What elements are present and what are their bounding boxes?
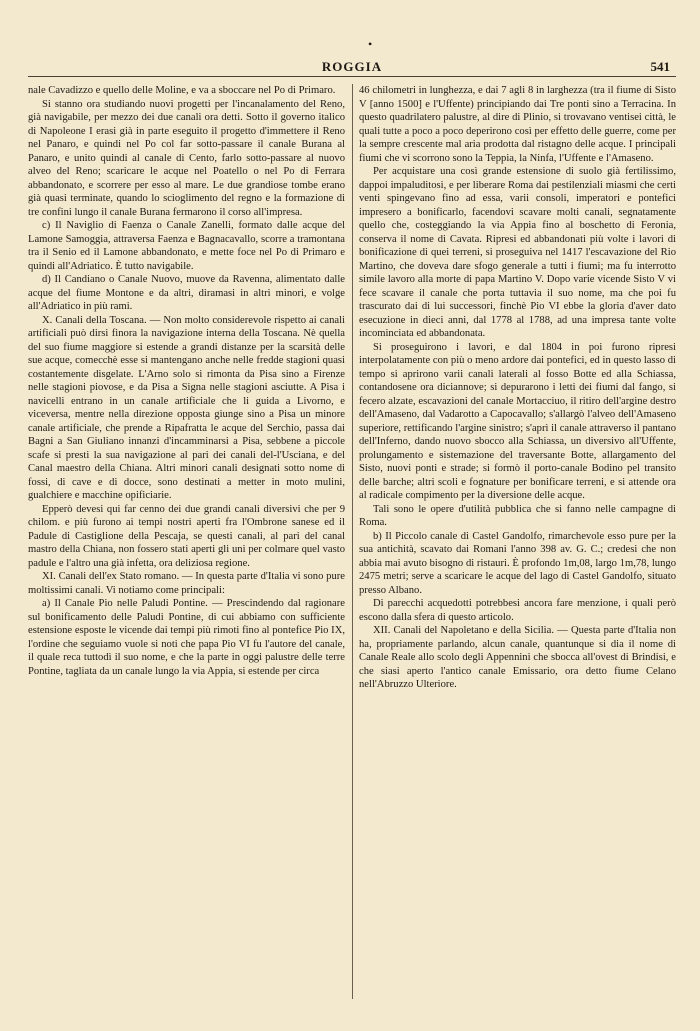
paragraph: 46 chilometri in lunghezza, e dai 7 agli 8 in larghezza (tra il fiume di Sisto V [anno 1500] e l'Uffente) principiando dai Tre ponti sino a Terracina. In questo quadrilatero palustre, al dire di Plinio, si trovavano ventisei città, le quali tutte a poco a poco deperirono così per effetto delle guerre, come per la sempre crescente mal aria prodotta dal ristagno delle acque. I principali fiumi che vi scorrono sono la Teppia, la Ninfa, l'Uffente e l'Amaseno. <box>359 85 676 164</box>
page-number: 541 <box>650 59 670 74</box>
header-dot: • <box>368 37 373 51</box>
paragraph: nale Cavadizzo e quello delle Moline, e va a sboccare nel Po di Primaro. <box>28 85 336 96</box>
paragraph: c) Il Naviglio di Faenza o Canale Zanelli, formato dalle acque del Lamone Samoggia, attraversa Faenza e Bagnacavallo, scorre a tramontana tra il Senio ed il Lamone abbandonato, e mette foce nel Po di Primaro e quindi all'Adriatico. È tutto navigabile. <box>28 220 345 272</box>
page-header <box>28 0 676 74</box>
left-column <box>28 84 345 1004</box>
paragraph: a) Il Canale Pio nelle Paludi Pontine. — Prescindendo dal ragionare sul bonificamento delle Paludi Pontine, di cui abbiamo con sufficiente estensione esposte le vicende dai tempi più rimoti fino al pontefice Pio IX, l'ordine che seguiamo vuole si noti che papa Pio VI fu l'autore del canale, il quale reca tuttodì il suo nome, e che la parte in oggi palustre delle terre Pontine, tagliata da un canale lungo la via Appia, si estende per circa <box>28 598 345 677</box>
paragraph: XI. Canali dell'ex Stato romano. — In questa parte d'Italia vi sono pure moltissimi canali. Vi notiamo come principali: <box>28 571 345 596</box>
paragraph: Tali sono le opere d'utilità pubblica che si fanno nelle campagne di Roma. <box>359 503 676 528</box>
running-title: ROGGIA <box>321 59 383 74</box>
header-rule <box>28 76 676 77</box>
right-column <box>359 84 676 1004</box>
paragraph: Si stanno ora studiando nuovi progetti per l'incanalamento del Reno, già navigabile, per mezzo dei due canali ora detti. Sotto il governo italico di Napoleone I erasi già in parte eseguito il progetto d'immettere il Reno nel Panaro, e quindi nel Po col far sotto-passare il canale Burana al Panaro, e unito quindi al canale di Cento, farlo sotto-passare al nuovo alveo del Reno; scaricare le acque nel Poatello o nel Po di Ferrara abbandonato, e scorrere per esso al mare. Le due grandiose tombe erano già quasi terminate, quando lo scioglimento del regno e la formazione di tre confini lungo il canale Burana fermarono il corso all'impresa. <box>28 98 345 218</box>
column-divider <box>352 84 353 999</box>
paragraph: b) Il Piccolo canale di Castel Gandolfo, rimarchevole esso pure per la sua antichità, scavato dai Romani l'anno 398 av. G. C.; credesi che non abbia mai avuto bisogno di ristauri. È profondo 1m,08, largo 1m,78, lungo 2475 metri; serve a scaricare le acque del lago di Castel Gandolfo, situato presso Albano. <box>359 530 676 596</box>
paragraph: Di parecchi acquedotti potrebbesi ancora fare menzione, i quali però escono dalla sfera di questo articolo. <box>359 598 676 623</box>
paragraph: XII. Canali del Napoletano e della Sicilia. — Questa parte d'Italia non ha, propriamente parlando, alcun canale, quantunque si dia il nome di Canale Reale allo scolo degli Appennini che sbocca all'ovest di Brindisi, e che siasi aperto l'antico canale Emissario, ora detto fiume Celano nell'Abruzzo Ulteriore. <box>359 625 676 690</box>
paragraph: X. Canali della Toscana. — Non molto considerevole rispetto ai canali artificiali può dirsi finora la navigazione interna della Toscana. Nè quella del suo fiume maggiore si estende a grandi distanze per la scarsità delle sue acque, comecchè esse si mantengano anche nelle fredde stagioni quasi costantemente disgelate. L'Arno solo si rimonta da Pisa sino a Firenze nelle stagioni piovose, e da Pisa a Signa nelle stagioni asciutte. A Pisa i navicelli entrano in un canale artificiale che li guida a Livorno, e viceversa, mentre nella direzione opposta giunge sino a Pisa un minore canale artificiale, che prende a Ripafratta le acque del Serchio, passa dai Bagni a San Giuliano innanzi d'incamminarsi a Pisa, sebbene a piccole scafe si presti la sua navigazione al pari dei canali del-l'Usciana, e del Canal maestro della Chiana. Altri minori canali designati sotto nome di fossi, di cave e di docce, sono destinati a metter in moto mulini, gualchiere e macchine opificiarie. <box>28 314 345 501</box>
paragraph: Si proseguirono i lavori, e dal 1804 in poi furono ripresi interpolatamente con più o meno ardore dai pontefici, ed in questo lasso di tempo si aprirono varii canali laterali al fosso Botte ed alla Schiassa, contandosene ora diciannove; si depurarono i letti dei fiumi dal fango, si fecero alzate, escavazioni del canale Mortacciuo, il ritiro dell'argine destro dell'Amaseno, dal Vadarotto a Capocavallo; s'allargò l'alveo dell'Amaseno superiore, rettificando l'argine sinistro; s'aprì il canale attraverso il pantano dell'Inferno, dando nuovo sbocco alla Schiassa, un diversivo all'Uffente, prolungamento e sistemazione del traversante Botte, allargamento del Sisto, nuovi ponti e strade; si formò il porto-canale Bodino pel transito delle barche; altri scoli e fognature per bonificare terreni, e si attende ora al radicale compimento per la diversione delle acque. <box>359 341 676 501</box>
paragraph: Per acquistare una così grande estensione di suolo già fertilissimo, dappoi impaluditosi, e per liberare Roma dai pestilenziali miasmi che certi venti spingevano fino ad essa, varii consoli, imperatori e pontefici impresero a bonificarlo, facendovi scavare molti canali, segnatamente quello che, costeggiando la via Appia fino al boschetto di Feronia, conserva il nome di Cavata. Ripresi ed abbandonati più volte i lavori di bonificazione di quei terreni, si proseguiva nel 1417 l'escavazione del Rio Martino, che doveva dare sfogo generale a tutti i fiumi; ma fu interrotto simile lavoro alla morte di papa Martino V. Dopo varie vicende Sisto V vi fece scavare il canale che porta tuttavia il suo nome, ma che poi fu trascurato dai di lui successori, finchè Pio VI ebbe la gloria d'aver dato esecuzione in dieci anni, dal 1778 al 1788, ad una impresa tante volte incominciata ed abbandonata. <box>359 166 676 339</box>
paragraph: d) Il Candiano o Canale Nuovo, muove da Ravenna, alimentato dalle acque del fiume Montone e da altri, diramasi in altri minori, e volge all'Adriatico in più rami. <box>28 274 345 312</box>
paragraph: Epperò devesi qui far cenno dei due grandi canali diversivi che per 9 chilom. e più furono ai tempi nostri aperti fra l'Ombrone sanese ed il Padule di Castiglione della Pescaja, se questi canali, al pari del canal mastro della Chiana, non fossero stati aperti gli uni per colmare quel vasto padule e l'altro una già infetta, ora deliziosa regione. <box>28 503 345 569</box>
